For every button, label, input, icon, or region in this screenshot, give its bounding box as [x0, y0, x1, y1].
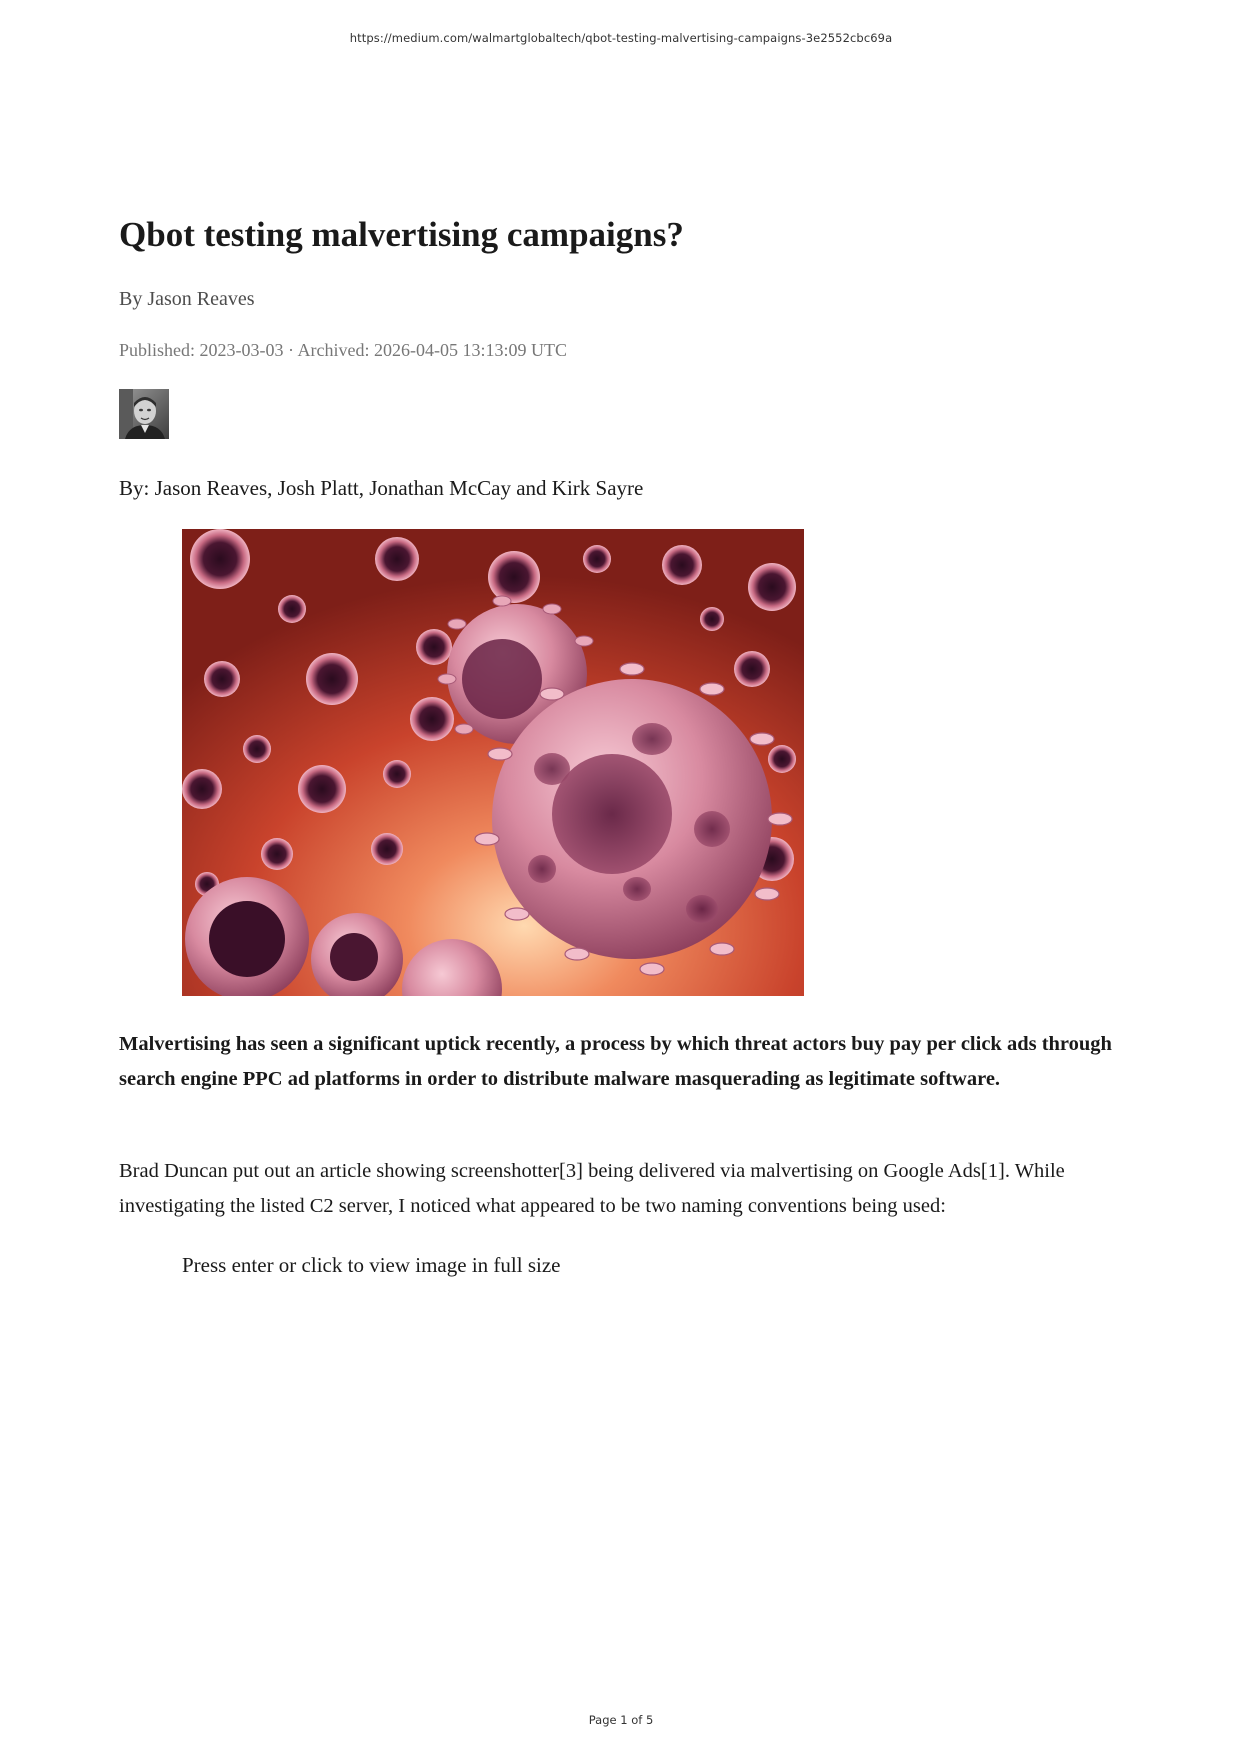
- article: [119, 210, 1123, 1277]
- article-authors: By: Jason Reaves, Josh Platt, Jonathan McCay and Kirk Sayre: [119, 476, 644, 500]
- article-publish-meta: Published: 2023-03-03 · Archived: 2026-04-05 13:13:09 UTC: [119, 340, 567, 360]
- article-byline: By Jason Reaves: [119, 288, 255, 310]
- view-full-image-link[interactable]: Press enter or click to view image in full size: [182, 1253, 561, 1277]
- article-paragraph: Brad Duncan put out an article showing screenshotter[3] being delivered via malvertising on Google Ads[1]. While investigating the listed C2 server, I noticed what appeared to be two naming conventions being used:: [119, 1160, 1065, 1217]
- page-url-header: https://medium.com/walmartglobaltech/qbot-testing-malvertising-campaigns-3e2552cbc69a: [349, 31, 893, 45]
- author-avatar: [119, 389, 169, 439]
- article-title: Qbot testing malvertising campaigns?: [119, 215, 684, 254]
- article-lead-paragraph: Malvertising has seen a significant uptick recently, a process by which threat actors buy pay per click ads through search engine PPC ad platforms in order to distribute malware masquerading as legitimate software.: [119, 1033, 1112, 1090]
- hero-image-virus[interactable]: [182, 529, 804, 996]
- page-number-footer: Page 1 of 5: [588, 1713, 654, 1727]
